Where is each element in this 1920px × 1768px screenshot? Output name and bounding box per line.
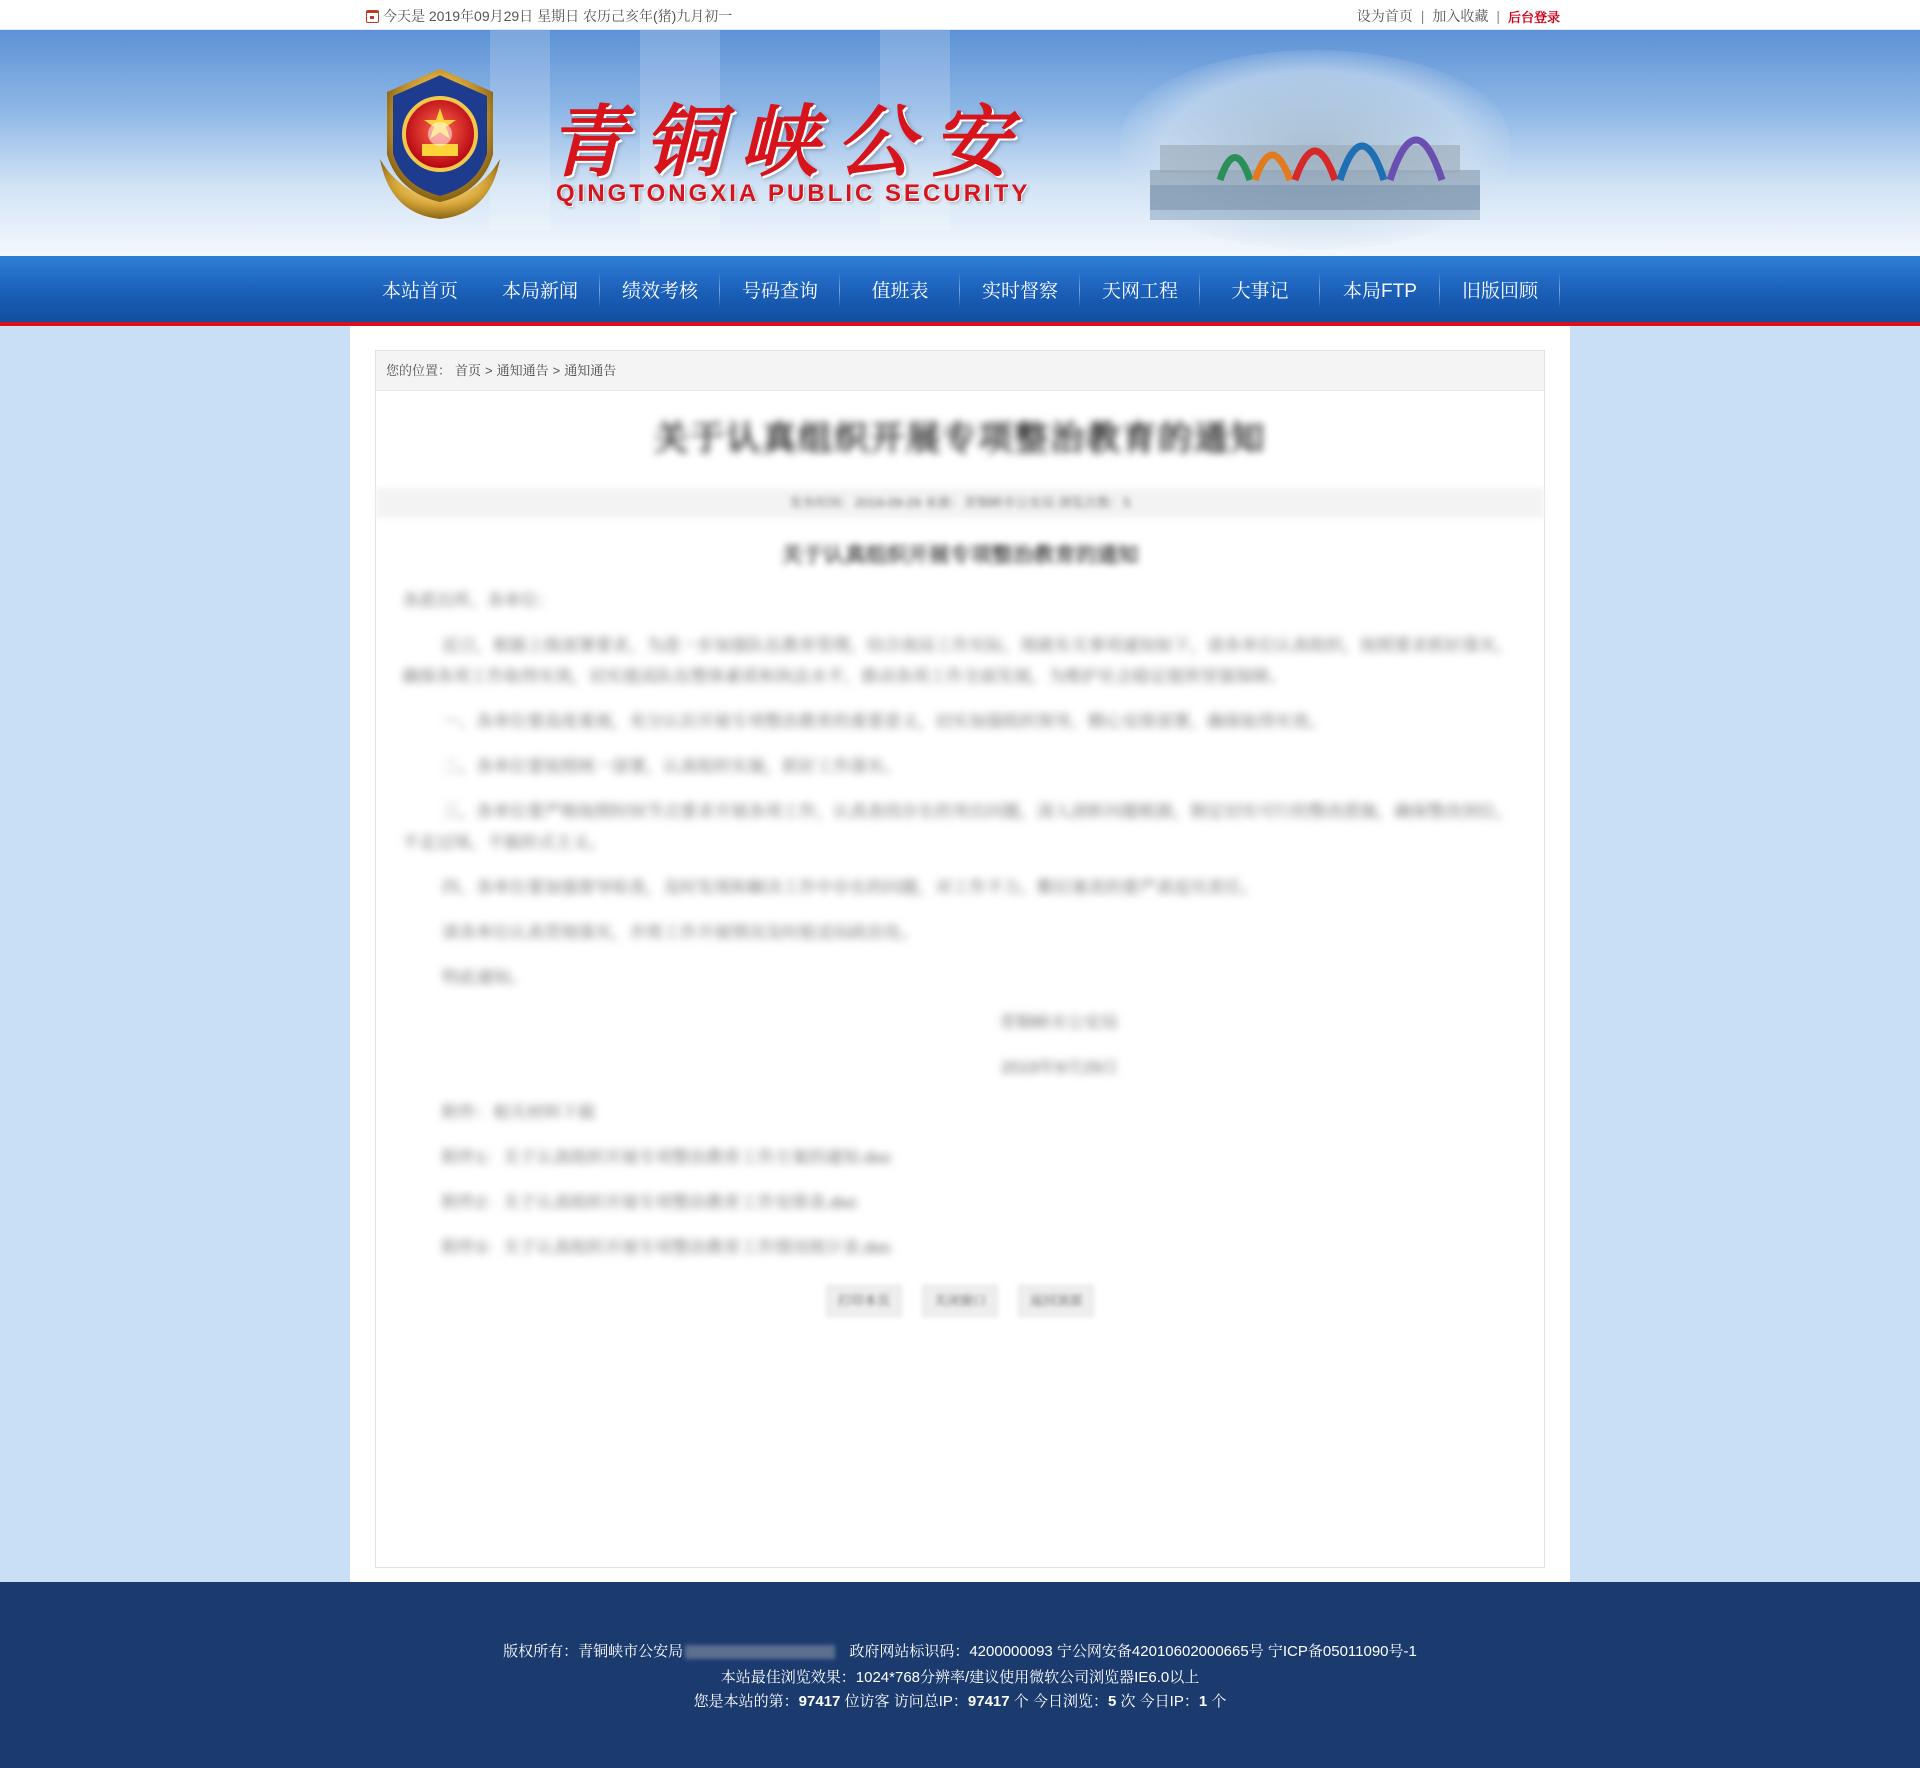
today-views-count: 5 <box>1107 1693 1117 1710</box>
nav-item-ftp[interactable]: 本局FTP <box>1320 256 1440 322</box>
today-ip-count: 1 <box>1198 1693 1208 1710</box>
article-body <box>376 518 1544 1317</box>
signature-date: 2019年9月29日 <box>1000 1058 1118 1077</box>
footer-line-stats <box>0 1690 1920 1711</box>
breadcrumb-separator: > <box>485 363 493 378</box>
best-view-text: 本站最佳浏览效果：1024*768分辨率/建议使用微软公司浏览器IE6.0以上 <box>720 1669 1200 1686</box>
print-button[interactable]: 打印本页 <box>826 1285 902 1317</box>
today-ip-label: 次 今日IP： <box>1116 1693 1199 1710</box>
breadcrumb-current[interactable]: 通知通告 <box>564 363 617 378</box>
breadcrumb-prefix: 您的位置： <box>386 363 452 378</box>
article-paragraph: 特此通知。 <box>442 968 527 987</box>
breadcrumb-section[interactable]: 通知通告 <box>496 363 549 378</box>
total-ip-count: 97417 <box>967 1693 1010 1710</box>
nav-item-duty-roster[interactable]: 值班表 <box>840 256 960 322</box>
nav-item-news[interactable]: 本局新闻 <box>480 256 600 322</box>
date-text: 今天是 2019年09月29日 星期日 农历己亥年(猪)九月初一 <box>383 8 733 24</box>
article-paragraph: 四、各单位要加强督导检查，及时发现和解决工作中存在的问题，对工作不力、敷衍塞责的要严肃追究责任。 <box>442 878 1258 897</box>
copyright-text: 版权所有：青铜峡市公安局 <box>503 1643 684 1660</box>
date-info <box>366 6 732 26</box>
attachment-link[interactable]: 附件3：关于认真组织开展专项整治教育工作情况统计表.doc <box>442 1238 892 1257</box>
close-button[interactable]: 关闭窗口 <box>922 1285 998 1317</box>
divider: | <box>1420 8 1425 24</box>
article-paragraph: 请各单位认真贯彻落实，并将工作开展情况及时报送局政治处。 <box>442 923 918 942</box>
site-logo-subtitle: QINGTONGXIA PUBLIC SECURITY <box>556 180 1031 207</box>
attachment-link[interactable]: 附件1：关于认真组织开展专项整治教育工作方案的通知.doc <box>442 1148 892 1167</box>
header-banner <box>0 30 1920 256</box>
redacted-block <box>685 1645 835 1659</box>
article-greeting: 各派出所、各单位： <box>402 591 555 610</box>
content-wrapper <box>350 326 1570 1582</box>
nav-item-skynet[interactable]: 天网工程 <box>1080 256 1200 322</box>
nav-item-number-lookup[interactable]: 号码查询 <box>720 256 840 322</box>
city-bridge-image <box>1120 50 1510 250</box>
calendar-icon <box>366 10 379 23</box>
attachments-label: 附件：相关材料下载 <box>442 1103 595 1122</box>
article-title: 关于认真组织开展专项整治教育的通知 <box>654 420 1266 458</box>
divider: | <box>1496 8 1500 24</box>
top-bar <box>0 0 1920 30</box>
today-ip-unit: 个 <box>1207 1693 1227 1710</box>
article-paragraph: 二、各单位要按照统一部署，认真组织实施，抓好工作落实。 <box>442 757 901 776</box>
breadcrumb-home[interactable]: 首页 <box>455 363 482 378</box>
nav-item-inspection[interactable]: 实时督察 <box>960 256 1080 322</box>
breadcrumb-separator: > <box>552 363 561 378</box>
article-paragraph: 一、各单位要高度重视，充分认识开展专项整治教育的重要意义，切实加强组织领导，精心安排部署，确保取得实效。 <box>442 712 1326 731</box>
site-logo-title: 青铜峡公安 <box>548 97 1029 188</box>
article-sub-heading: 关于认真组织开展专项整治教育的通知 <box>781 544 1139 567</box>
top-links <box>1357 6 1560 26</box>
main-nav <box>0 256 1920 326</box>
footer <box>0 1582 1920 1768</box>
attachment-link[interactable]: 附件2：关于认真组织开展专项整治教育工作安排表.doc <box>442 1193 858 1212</box>
set-home-link[interactable]: 设为首页 <box>1356 8 1413 24</box>
gov-id-text: 政府网站标识码：4200000093 宁公网安备42010602000665号 宁ICP备05011090号-1 <box>849 1643 1417 1660</box>
nav-item-old-version[interactable]: 旧版回顾 <box>1440 256 1560 322</box>
visitor-label: 您是本站的第： <box>693 1693 799 1710</box>
footer-line-copyright <box>0 1640 1920 1661</box>
total-ip-label: 位访客 访问总IP： <box>840 1693 968 1710</box>
admin-login-link[interactable]: 后台登录 <box>1507 9 1560 25</box>
breadcrumb <box>376 351 1544 391</box>
article-paragraph: 三、各单位要严格按照时间节点要求开展各项工作，认真查找存在的突出问题，深入剖析问题根源，制定切实可行的整改措施，确保整改到位，不走过场、不搞形式主义。 <box>402 802 1513 852</box>
article-actions <box>402 1285 1518 1317</box>
add-favorite-link[interactable]: 加入收藏 <box>1432 8 1489 24</box>
back-to-top-button[interactable]: 返回顶部 <box>1018 1285 1094 1317</box>
police-emblem-icon <box>360 64 520 224</box>
nav-item-events[interactable]: 大事记 <box>1200 256 1320 322</box>
today-views-label: 个 今日浏览： <box>1009 1693 1108 1710</box>
visitor-count: 97417 <box>798 1693 841 1710</box>
nav-item-home[interactable]: 本站首页 <box>381 280 458 302</box>
nav-item-performance[interactable]: 绩效考核 <box>600 256 720 322</box>
bridge-arches-icon <box>1120 50 1510 250</box>
article-panel <box>375 350 1545 1568</box>
article-paragraph: 近日，根据上级部署要求，为进一步加强队伍教育管理，结合我局工作实际，现就有关事项通知如下，请各单位认真组织，按照要求抓好落实，确保各项工作取得实效，切实提高队伍整体素质和执法水平，推动各项工作全面发展，为维护社会稳定提供坚强保障。 <box>402 636 1513 686</box>
footer-line-browser <box>0 1666 1920 1687</box>
article-meta: 发布时间：2019-09-29 来源：青铜峡市公安局 浏览次数：5 <box>376 488 1544 518</box>
signature-org: 青铜峡市公安局 <box>999 1013 1118 1032</box>
